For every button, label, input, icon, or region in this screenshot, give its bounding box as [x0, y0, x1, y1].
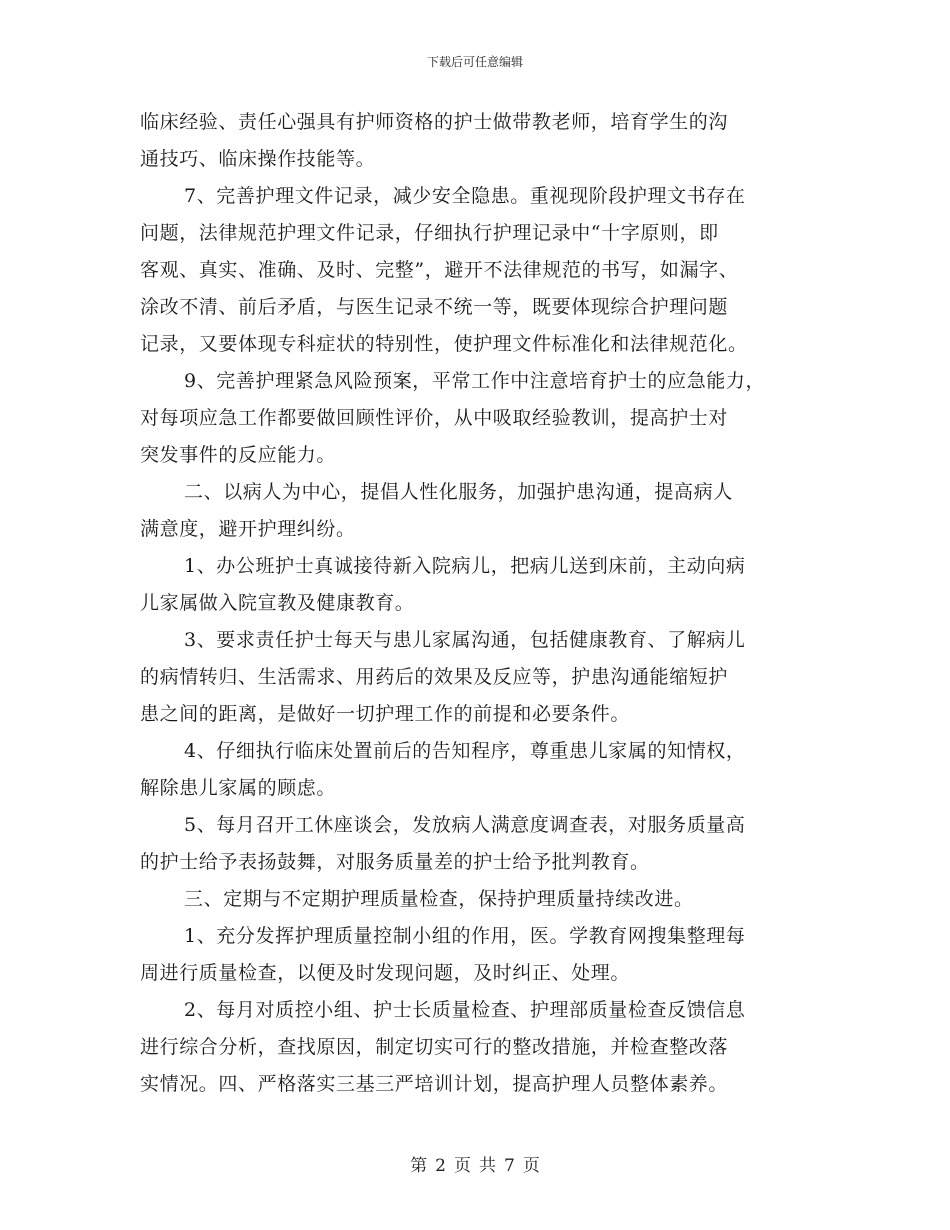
paragraph-item-9 [140, 363, 830, 474]
text-line: 7、完善护理文件记录，减少安全隐患。重视现阶段护理文书存在 [184, 185, 746, 207]
text-line: 周进行质量检查，以便及时发现问题，及时纠正、处理。 [140, 962, 631, 984]
paragraph-item-7 [140, 178, 830, 363]
text-line: 的病情转归、生活需求、用药后的效果及反应等，护患沟通能缩短护 [140, 666, 729, 688]
section-heading-3 [140, 881, 830, 918]
paragraph-item-1 [140, 548, 830, 622]
total-label: 共 [479, 1156, 496, 1176]
current-page-number: 2 [435, 1156, 446, 1176]
paragraph-item-3 [140, 622, 830, 733]
text-line: 突发事件的反应能力。 [140, 444, 337, 466]
text-line: 对每项应急工作都要做回顾性评价，从中吸取经验教训，提高护士对 [140, 407, 729, 429]
text-line: 客观、真实、准确、及时、完整”，避开不法律规范的书写，如漏字、 [140, 259, 739, 281]
text-line: 4、仔细执行临床处置前后的告知程序，尊重患儿家属的知情权， [184, 740, 746, 762]
text-line: 通技巧、临床操作技能等。 [140, 148, 376, 170]
page-label-suffix: 页 [522, 1156, 540, 1176]
page-label-prefix: 第 [410, 1156, 428, 1176]
page-label-mid: 页 [454, 1156, 471, 1176]
text-line: 涂改不清、前后矛盾，与医生记录不统一等，既要体现综合护理问题 [140, 296, 729, 318]
text-line: 2、每月对质控小组、护士长质量检查、护理部质量检查反馈信息 [184, 999, 746, 1021]
text-line: 解除患儿家属的顾虑。 [140, 777, 337, 799]
document-body [140, 104, 830, 1103]
text-line: 记录，又要体现专科症状的特别性，使护理文件标准化和法律规范化。 [140, 333, 748, 355]
text-line: 1、充分发挥护理质量控制小组的作用，医。学教育网搜集整理每 [184, 925, 746, 947]
text-line: 5、每月召开工休座谈会，发放病人满意度调查表，对服务质量高 [184, 814, 746, 836]
paragraph-item-5 [140, 807, 830, 881]
header-text: 下载后可任意编辑 [426, 55, 523, 69]
text-line: 问题，法律规范护理文件记录，仔细执行护理记录中“十字原则，即 [140, 222, 719, 244]
page-footer [0, 1155, 950, 1177]
total-pages-number: 7 [504, 1156, 515, 1176]
text-line: 实情况。四、严格落实三基三严培训计划，提高护理人员整体素养。 [140, 1073, 729, 1095]
text-line: 9、完善护理紧急风险预案，平常工作中注意培育护士的应急能力， [184, 370, 766, 392]
text-line: 满意度，避开护理纠纷。 [140, 518, 356, 540]
paragraph-quality-2 [140, 992, 830, 1103]
text-line: 3、要求责任护士每天与患儿家属沟通，包括健康教育、了解病儿 [184, 629, 746, 651]
text-line: 儿家属做入院宣教及健康教育。 [140, 592, 415, 614]
page-header [0, 54, 950, 70]
text-line: 进行综合分析，查找原因，制定切实可行的整改措施，并检查整改落 [140, 1036, 729, 1058]
text-line: 的护士给予表扬鼓舞，对服务质量差的护士给予批判教育。 [140, 851, 650, 873]
paragraph-training [140, 104, 830, 178]
text-line: 三、定期与不定期护理质量检查，保持护理质量持续改进。 [184, 888, 694, 910]
paragraph-item-4 [140, 733, 830, 807]
text-line: 临床经验、责任心强具有护师资格的护士做带教老师，培育学生的沟 [140, 111, 729, 133]
text-line: 二、以病人为中心，提倡人性化服务，加强护患沟通，提高病人 [184, 481, 733, 503]
text-line: 1、办公班护士真诚接待新入院病儿，把病儿送到床前，主动向病 [184, 555, 746, 577]
paragraph-quality-1 [140, 918, 830, 992]
section-heading-2 [140, 474, 830, 548]
text-line: 患之间的距离，是做好一切护理工作的前提和必要条件。 [140, 703, 631, 725]
